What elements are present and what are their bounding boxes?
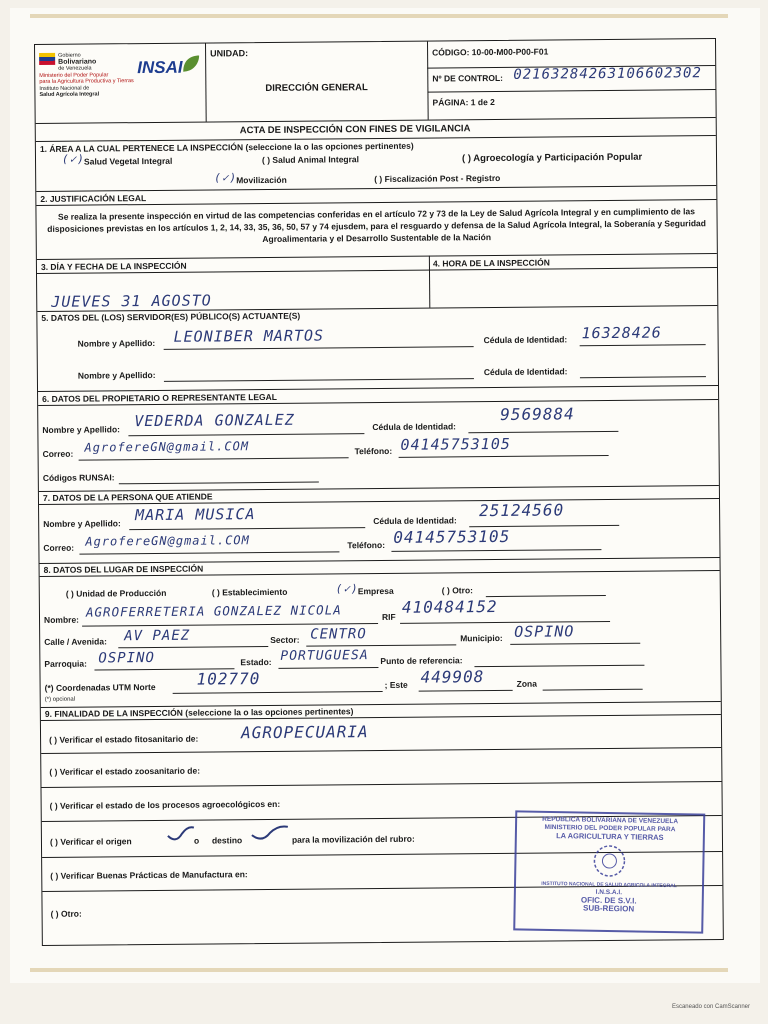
divider [40,557,720,564]
propietario-cedula[interactable]: 9569884 [500,404,575,424]
punto-label: Punto de referencia: [380,655,463,667]
legal-text: Se realiza la presente inspección en virtud de las competencias conferidas en el artículo 72 y 73 de la Ley de Salud Agrícola Integral y en cumplimiento de las disposiciones previstas en los artículos 1, 2, 14, 33, 35, 36, 50, 57 y 74 ejusdem, para el resguardo y defensa de la Salud Agrícola Integral, la Soberanía y Seguridad Agroalimentaria y el Desarrollo Sustentable de la Nación [47,206,706,245]
field-line [400,621,610,624]
o-label: o [193,835,200,846]
municipio-label: Municipio: [460,632,503,644]
stamp-line: SUB-REGION [582,903,635,914]
stamp-line: OFIC. DE S.V.I. [580,895,637,906]
divider [41,781,721,788]
official-stamp [513,810,705,933]
divider [205,43,207,121]
nombre-label: Nombre y Apellido: [77,369,156,381]
section-2-title: 2. JUSTIFICACIÓN LEGAL [40,193,147,204]
estado-label: Estado: [240,656,272,668]
fitosanitario-value[interactable]: AGROPECUARIA [240,722,369,743]
divider [427,42,429,120]
section-5-title: 5. DATOS DEL (LOS) SERVIDOR(ES) PÚBLICO(S) ACTUANTE(S) [41,310,301,323]
divider [39,485,719,492]
field-line [580,376,706,378]
parroquia-label: Parroquia: [44,658,87,669]
opt-origen[interactable]: ( ) Verificar el origen [49,836,132,847]
logo-line: Salud Agrícola Integral [39,91,100,98]
lugar-parroquia[interactable]: OSPINO [98,649,156,667]
nombre-label: Nombre y Apellido: [43,518,121,529]
logo-line: de Venezuela [58,65,92,72]
camscanner-watermark: Escaneado con CamScanner [671,1004,750,1010]
section-1-title: 1. ÁREA A LA CUAL PERTENECE LA INSPECCIÓN (seleccione la o las opciones pertinentes) [39,140,414,154]
utm-norte[interactable]: 102770 [196,669,261,689]
rif-label: RIF [381,611,396,622]
fecha-value: JUEVES 31 AGOSTO [51,291,212,311]
cedula-label: Cédula de Identidad: [483,334,568,346]
field-line [79,457,349,460]
stamp-line: MINISTERIO DEL PODER POPULAR PARA [544,823,676,834]
flag-icon [39,53,55,65]
este-label: ; Este [384,679,408,690]
logo-line: Instituto Nacional de [39,85,90,92]
field-line [474,665,644,667]
telefono-label: Teléfono: [347,539,386,551]
check-stroke-icon [250,823,290,843]
stamp-line: LA AGRICULTURA Y TIERRAS [556,831,664,842]
zona-label: Zona [516,678,537,689]
stamp-line: REPUBLICA BOLIVARIANA DE VENEZUELA [542,815,679,826]
utm-este[interactable]: 449908 [420,667,485,687]
atiende-nombre[interactable]: MARIA MUSICA [135,505,256,525]
nombre-lugar-label: Nombre: [43,614,80,625]
opt-fiscalizacion[interactable]: ( ) Fiscalización Post - Registro [374,172,501,185]
telefono-label: Teléfono: [354,445,393,457]
check-mark: (✓) [61,152,85,166]
divider [41,747,721,754]
atiende-cedula[interactable]: 25124560 [479,500,565,521]
lugar-rif[interactable]: 410484152 [401,596,498,617]
field-line [391,549,601,552]
section-3-title: 3. DÍA Y FECHA DE LA INSPECCIÓN [40,260,187,272]
leaf-icon [181,54,201,74]
field-line [164,346,474,350]
opt-destino[interactable]: destino [211,835,243,846]
field-line [580,344,706,346]
correo-label: Correo: [43,542,75,553]
nombre-label: Nombre y Apellido: [42,424,121,435]
check-stroke-icon [166,824,196,844]
field-line [419,690,513,692]
field-line [129,527,365,530]
field-line [486,595,606,597]
field-line [128,433,364,436]
opt-bpm[interactable]: ( ) Verificar Buenas Prácticas de Manufactura en: [50,869,248,881]
opt-salud-animal[interactable]: ( ) Salud Animal Integral [261,154,360,166]
stamp-line: I.N.S.A.I. [595,888,623,897]
section-7-title: 7. DATOS DE LA PERSONA QUE ATIENDE [42,491,213,503]
opt-zoosanitario[interactable]: ( ) Verificar el estado zoosanitario de: [49,765,201,777]
codigo: CÓDIGO: 10-00-M00-P00-F01 [432,46,549,58]
propietario-correo[interactable]: AgrofereGN@gmail.COM [84,439,250,455]
calle-label: Calle / Avenida: [44,636,107,647]
field-line [118,646,268,648]
seal-icon [591,843,628,880]
control-value: 02163284263106602302 [513,65,702,83]
header [35,39,716,123]
direccion-label: DIRECCIÓN GENERAL [265,82,368,94]
opt-otro-finalidad[interactable]: ( ) Otro: [50,908,82,919]
cedula-label: Cédula de Identidad: [372,421,456,433]
opcional-note: (*) opcional [44,696,76,703]
opt-agroecologico[interactable]: ( ) Verificar el estado de los procesos agroecológicos en: [49,798,281,811]
pagina: PÁGINA: 1 de 2 [432,96,495,108]
field-line [510,643,640,645]
field-line [173,691,383,694]
atiende-correo[interactable]: AgrofereGN@gmail.COM [85,533,250,549]
section-6-title: 6. DATOS DEL PROPIETARIO O REPRESENTANTE LEGAL [42,391,278,404]
lugar-municipio[interactable]: OSPINO [514,622,575,641]
utm-label: (*) Coordenadas UTM Norte [44,681,156,693]
opt-empresa[interactable]: Empresa [357,585,394,597]
propietario-nombre[interactable]: VEDERDA GONZALEZ [134,410,295,431]
inspection-form [34,38,724,946]
section-9-title: 9. FINALIDAD DE LA INSPECCIÓN (seleccione la o las opciones pertinentes) [44,706,354,719]
logo-line: para la Agricultura Productiva y Tierras [39,78,134,85]
field-line [79,551,339,554]
divider [427,89,715,93]
field-line [468,431,618,433]
unidad-label: UNIDAD: [210,48,249,59]
movilizacion-rubro-label: para la movilización del rubro: [291,833,415,845]
nombre-label: Nombre y Apellido: [77,337,156,349]
document-title: ACTA DE INSPECCIÓN CON FINES DE VIGILANCIA [239,123,471,137]
opt-salud-vegetal[interactable]: Salud Vegetal Integral [83,155,173,167]
field-line [119,482,319,485]
opt-unidad-produccion[interactable]: ( ) Unidad de Producción [65,587,167,599]
servidor-nombre[interactable]: LEONIBER MARTOS [173,326,325,346]
control-label: Nº DE CONTROL: [432,72,503,84]
opt-establecimiento[interactable]: ( ) Establecimiento [211,586,288,598]
cedula-label: Cédula de Identidad: [483,366,568,378]
field-line [278,667,378,669]
divider [429,256,430,308]
check-mark: (✓) [335,582,359,596]
lugar-calle[interactable]: AV PAEZ [124,627,191,645]
section-4-title: 4. HORA DE LA INSPECCIÓN [432,257,550,269]
cedula-label: Cédula de Identidad: [373,515,457,527]
gobierno-logo [39,52,135,113]
scan-edge-bottom [30,968,728,972]
logo-line: Bolivariano [58,57,97,66]
propietario-telefono[interactable]: 04145753105 [400,434,511,454]
opt-fitosanitario[interactable]: ( ) Verificar el estado fitosanitario de: [49,733,199,745]
section-8-title: 8. DATOS DEL LUGAR DE INSPECCIÓN [43,563,204,575]
correo-label: Correo: [42,448,74,459]
check-mark: (✓) [214,171,238,185]
lugar-nombre[interactable]: AGROFERRETERIA GONZALEZ NICOLA [85,602,342,620]
divider [41,701,721,708]
field-line [164,378,474,382]
scan-edge-top [30,14,728,18]
divider [38,385,718,392]
logo-line: Gobierno [58,52,81,59]
field-line [543,689,643,691]
lugar-estado[interactable]: PORTUGUESA [280,648,369,664]
divider [36,185,716,192]
atiende-telefono[interactable]: 04145753105 [393,526,511,547]
field-line [306,644,456,646]
field-line [399,455,609,458]
lugar-sector[interactable]: CENTRO [310,626,367,643]
servidor-cedula[interactable]: 16328426 [581,323,662,343]
stamp-line: INSTITUTO NACIONAL DE SALUD AGRICOLA INTEGRAL [541,880,677,890]
opt-agroecologia[interactable]: ( ) Agroecología y Participación Popular [461,151,643,165]
logo-line: Ministerio del Poder Popular [39,71,109,79]
divider [37,253,717,260]
opt-movilizacion[interactable]: Movilización [236,174,287,186]
sector-label: Sector: [270,634,300,645]
opt-otro[interactable]: ( ) Otro: [441,585,473,596]
runsai-label: Códigos RUNSAI: [42,472,115,483]
insai-logo: INSAI [137,58,199,103]
